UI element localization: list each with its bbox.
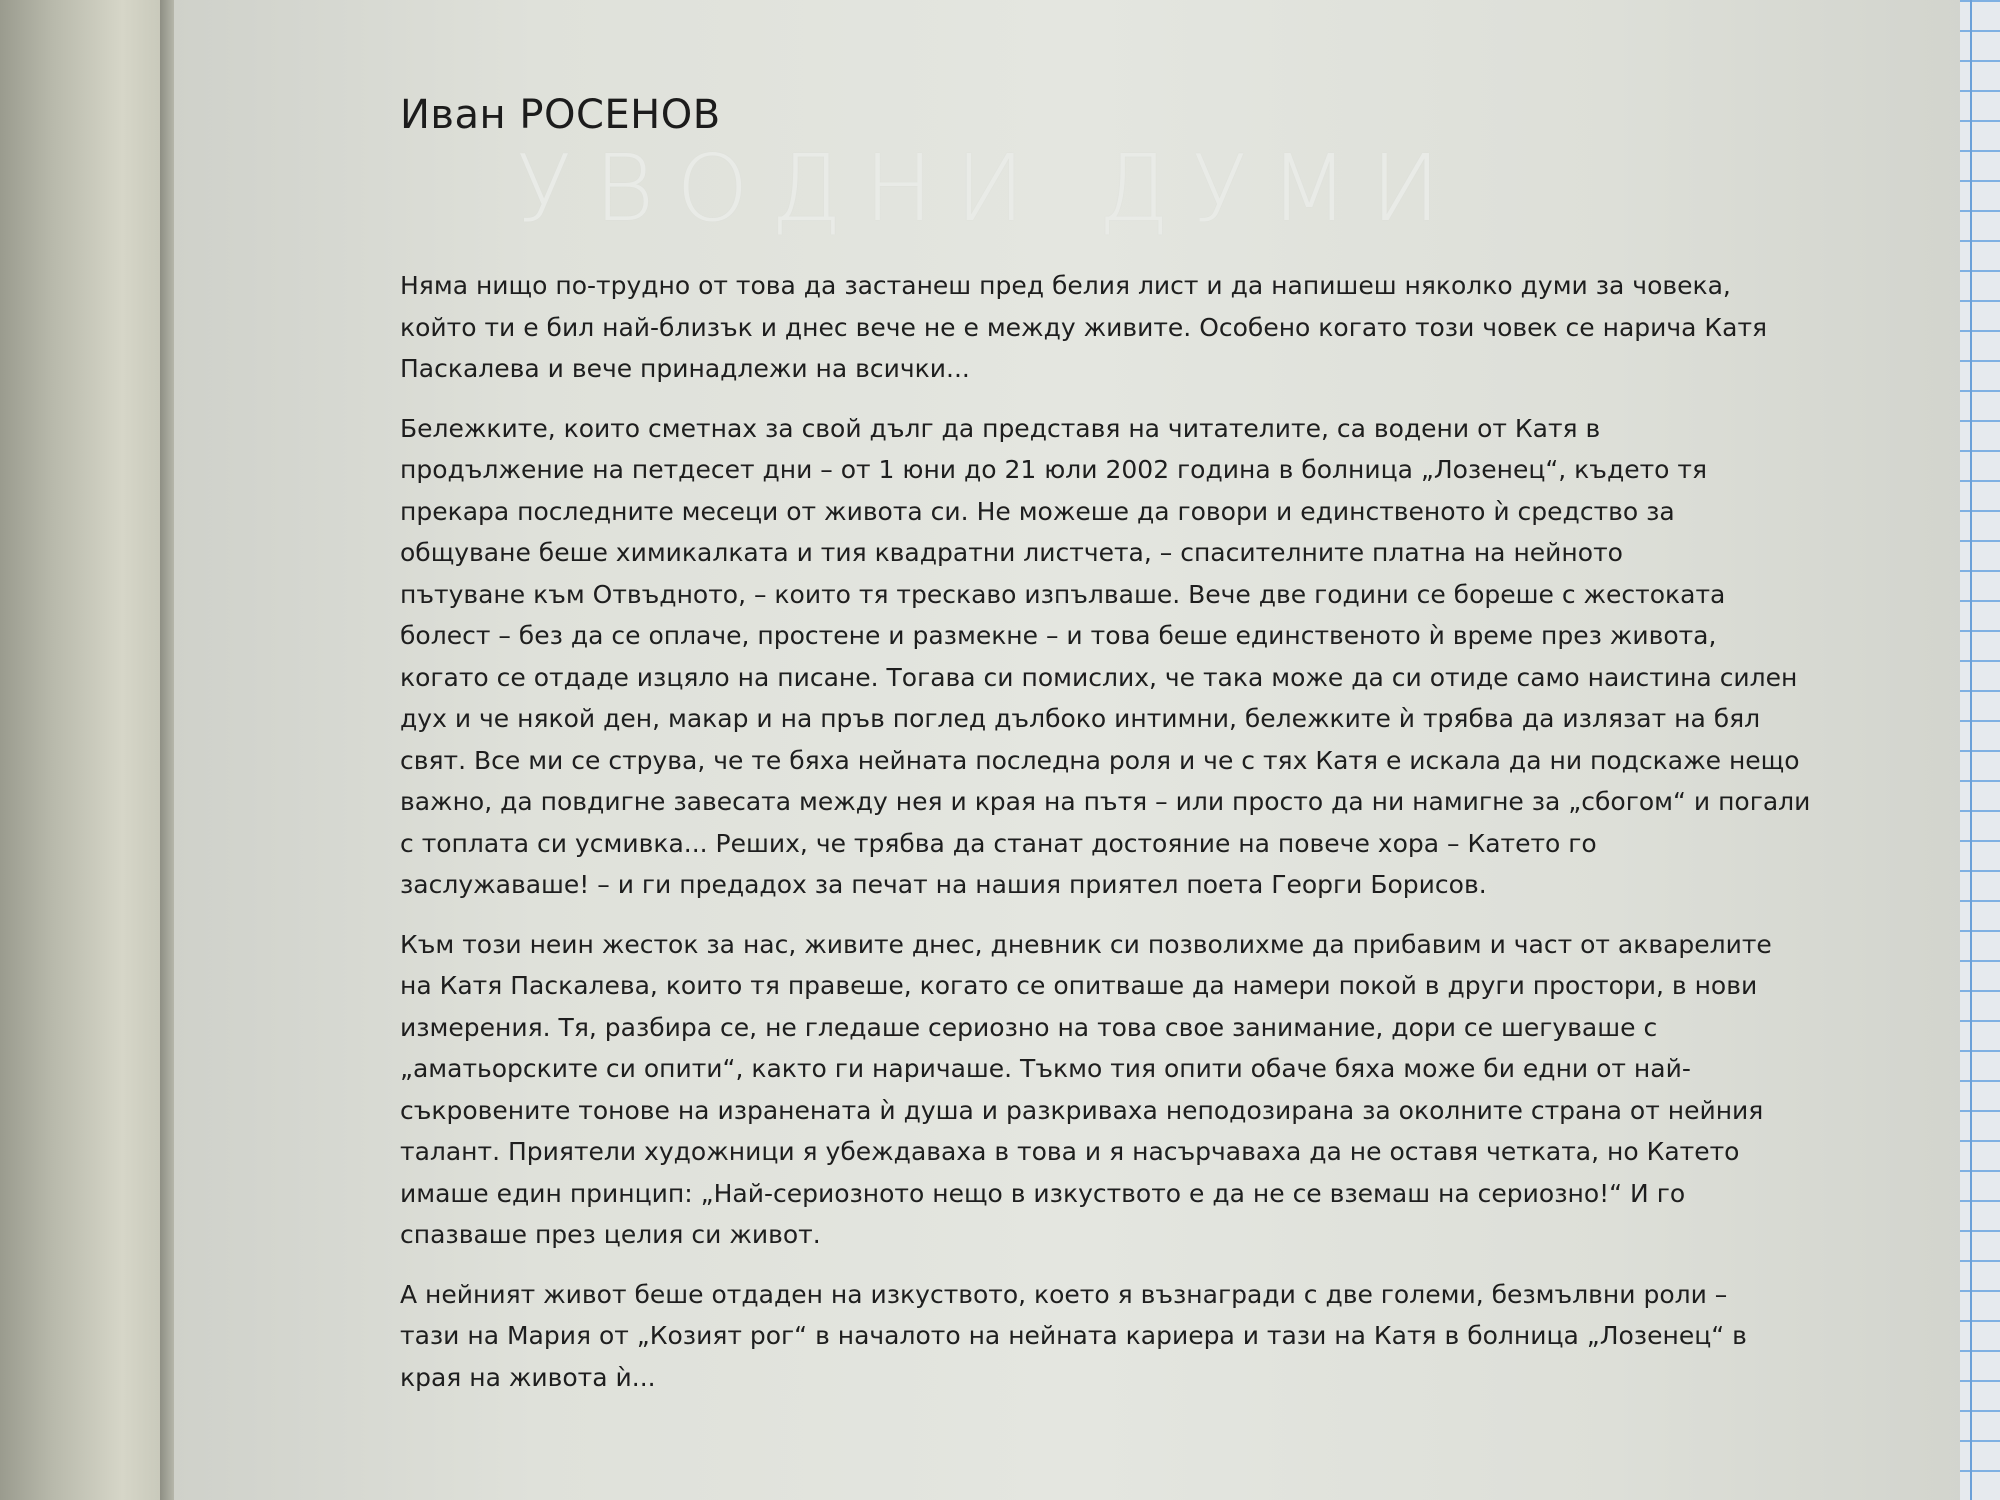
- text-line: имаше един принцип: „Най-сериозното нещо в изкуството е да не се вземаш на сериозно!“ И го: [400, 1178, 1686, 1208]
- grid-paper-edge: [1960, 0, 2000, 1500]
- text-line: Паскалева и вече принадлежи на всички...: [400, 354, 970, 383]
- text-line: продължение на петдесет дни – от 1 юни до 21 юли 2002 година в болница „Лозенец“, където тя: [400, 455, 1708, 484]
- text-line: когато се отдаде изцяло на писане. Тогава си помислих, че така може да си отиде само наистина силен: [400, 662, 1798, 692]
- text-line: свят. Все ми се струва, че те бяха нейната последна роля и че с тях Катя е искала да ни подскаже нещо: [400, 745, 1800, 775]
- author-name: Иван РОСЕНОВ: [400, 92, 721, 138]
- book-spine-shadow: [0, 0, 175, 1500]
- text-line: на Катя Паскалева, които тя правеше, когато се опитваше да намери покой в други простори, в нови: [400, 971, 1758, 1000]
- text-line: „аматьорските си опити“, както ги наричаше. Тъкмо тия опити обаче бяха може би едни от най-: [400, 1054, 1691, 1083]
- text-line: Няма нищо по-трудно от това да застанеш пред белия лист и да напишеш няколко думи за човека,: [400, 271, 1731, 300]
- text-line: спазваше през целия си живот.: [400, 1220, 821, 1249]
- text-line: заслужаваше! – и ги предадох за печат на нашия приятел поета Георги Борисов.: [400, 870, 1487, 899]
- text-line: тази на Мария от „Козият рог“ в началото на нейната кариера и тази на Катя в болница „Лозенец“ в: [400, 1321, 1747, 1350]
- text-line: важно, да повдигне завесата между нея и края на пътя – или просто да ни намигне за „сбогом“ и погали: [400, 787, 1811, 816]
- chapter-title: УВОДНИ ДУМИ: [516, 135, 1463, 242]
- text-line: края на живота ѝ...: [400, 1362, 656, 1392]
- book-binding-edge: [160, 0, 174, 1500]
- text-line: болест – без да се оплаче, простене и размекне – и това беше единственото ѝ време през живота,: [400, 621, 1717, 650]
- text-line: съкровените тонове на изранената ѝ душа и разкриваха неподозирана за околните страна от нейния: [400, 1095, 1764, 1125]
- text-line: измерения. Тя, разбира се, не гледаше сериозно на това свое занимание, дори се шегуваше с: [400, 1012, 1658, 1042]
- text-line: който ти е бил най-близък и днес вече не е между живите. Особено когато този човек се нарича Катя: [400, 312, 1768, 342]
- text-line: Бележките, които сметнах за свой дълг да представя на читателите, са водени от Катя в: [400, 413, 1601, 443]
- text-line: А нейният живот беше отдаден на изкуството, което я възнагради с две големи, безмълвни роли –: [400, 1279, 1728, 1309]
- text-line: с топлата си усмивка... Реших, че трябва да станат достояние на повече хора – Катето го: [400, 828, 1597, 858]
- paragraph-1: [400, 265, 1780, 390]
- paragraph-4: [400, 1274, 1780, 1399]
- paragraph-2: [400, 408, 1811, 906]
- text-line: прекара последните месеци от живота си. Не можеше да говори и единственото ѝ средство за: [400, 496, 1675, 526]
- paragraph-3: [400, 924, 1780, 1256]
- text-line: пътуване към Отвъдното, – които тя трескаво изпълваше. Вече две години се бореше с жестоката: [400, 579, 1726, 609]
- text-line: талант. Приятели художници я убеждаваха в това и я насърчаваха да не оставя четката, но Катето: [400, 1137, 1740, 1166]
- text-line: Към този неин жесток за нас, живите днес, дневник си позволихме да прибавим и част от акварелите: [400, 929, 1772, 959]
- text-line: дух и че някой ден, макар и на пръв поглед дълбоко интимни, бележките ѝ трябва да излязат на бял: [400, 704, 1761, 733]
- text-line: общуване беше химикалката и тия квадратни листчета, – спасителните платна на нейното: [400, 538, 1623, 567]
- body-text: [400, 265, 1811, 1416]
